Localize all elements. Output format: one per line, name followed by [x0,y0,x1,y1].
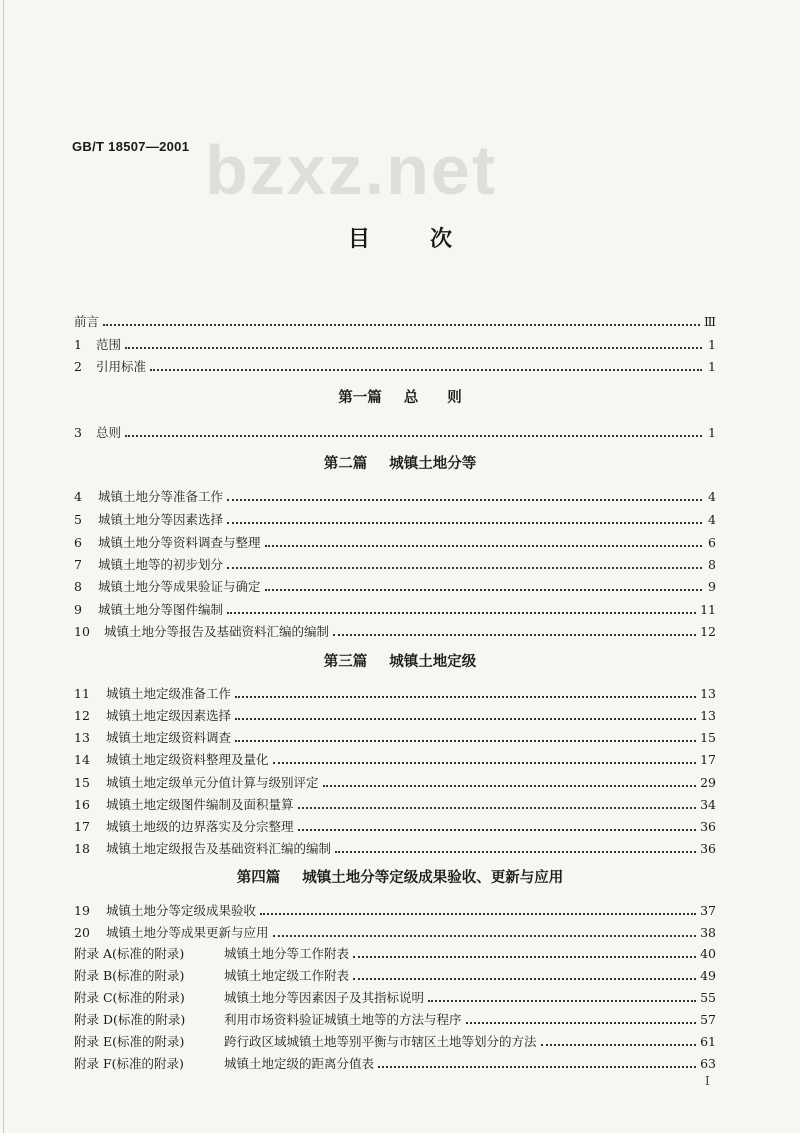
toc-title-char-1: 目 [347,226,370,252]
toc-entry-number: 12 [74,708,90,723]
toc-entry-number: 附录 F(标准的附录) [74,1056,184,1071]
toc-entry-page: 55 [700,990,716,1005]
toc-entry-page: 4 [708,512,716,527]
toc-entry[interactable] [74,510,716,530]
toc-entry[interactable] [74,684,716,704]
toc-entry-number: 附录 D(标准的附录) [74,1012,186,1027]
toc-entry-page: 11 [700,602,716,617]
section-label: 第二篇 [323,455,368,472]
dot-leader [103,324,700,326]
section-title: 城镇土地分等 [389,455,477,472]
toc-entry-text: 城镇土地分等定级成果验收 [106,903,257,918]
scan-edge-line [3,0,4,1133]
toc-entry-number: 16 [74,797,90,812]
toc-entry[interactable] [74,773,716,793]
toc-entry-text: 城镇土地分等因素选择 [98,512,224,527]
section-title: 总 则 [403,389,462,406]
section-label: 第三篇 [323,653,368,670]
toc-entry-number: 2 [74,359,82,374]
toc-entry-text: 城镇土地定级的距离分值表 [224,1056,375,1071]
toc-entry-number: 9 [74,602,82,617]
toc-entry-page: 63 [700,1056,716,1071]
toc-entry-text: 范围 [96,337,122,352]
toc-entry[interactable] [74,728,716,748]
toc-entry-number: 附录 A(标准的附录) [74,946,185,961]
dot-leader [298,829,697,831]
toc-entry-page: 57 [700,1012,716,1027]
toc-entry-number: 4 [74,489,82,504]
toc-entry-text: 城镇土地定级资料调查 [106,730,232,745]
toc-entry-number: 14 [74,752,90,767]
toc-entry-text: 城镇土地定级准备工作 [106,686,232,701]
toc-entry-page: 1 [708,337,716,352]
toc-entry-page: 37 [700,903,716,918]
toc-entry-page: 34 [700,797,716,812]
toc-entry-text: 城镇土地分等工作附表 [224,946,350,961]
toc-entry-number: 附录 C(标准的附录) [74,990,185,1005]
toc-entry-text: 城镇土地定级工作附表 [224,968,350,983]
toc-title [0,222,800,253]
toc-entry[interactable] [74,600,716,620]
toc-entry[interactable] [74,750,716,770]
dot-leader [235,740,696,742]
toc-entry-number: 10 [74,624,90,639]
toc-entry[interactable] [74,923,716,943]
toc-entry-page: 9 [708,579,716,594]
toc-entry-page: 13 [700,708,716,723]
toc-entry[interactable] [74,577,716,597]
toc-entry-number: 附录 B(标准的附录) [74,968,185,983]
dot-leader [125,435,702,437]
toc-entry[interactable] [74,901,716,921]
dot-leader [541,1044,697,1046]
toc-entry-text: 城镇土地分等报告及基础资料汇编的编制 [104,624,330,639]
toc-entry-number: 18 [74,841,90,856]
toc-entry[interactable] [74,335,716,355]
toc-entry-page: 13 [700,686,716,701]
dot-leader [260,913,696,915]
toc-entry[interactable] [74,487,716,507]
toc-entry-number: 19 [74,903,90,918]
dot-leader [353,978,696,980]
section-heading-2 [0,452,800,476]
dot-leader [466,1022,697,1024]
toc-entry-page: 36 [700,819,716,834]
toc-entry-text: 总则 [96,425,122,440]
dot-leader [323,785,697,787]
toc-entry-text: 城镇土地分等因素因子及其指标说明 [224,990,425,1005]
toc-entry-text: 跨行政区域城镇土地等别平衡与市辖区土地等划分的方法 [224,1034,537,1049]
section-title: 城镇土地定级 [389,653,477,670]
toc-entry-text: 城镇土地分等图件编制 [98,602,224,617]
dot-leader [298,807,697,809]
toc-entry-page: 1 [708,425,716,440]
toc-entry-text: 利用市场资料验证城镇土地等的方法与程序 [224,1012,462,1027]
watermark: bzxz.net [205,131,498,209]
toc-entry-page: 40 [700,946,716,961]
toc-entry[interactable] [74,839,716,859]
toc-entry-page: 17 [700,752,716,767]
toc-entry-text: 城镇土地分等资料调查与整理 [98,535,261,550]
toc-entry-text: 城镇土地级的边界落实及分宗整理 [106,819,294,834]
toc-entry-page: 12 [700,624,716,639]
toc-entry-text: 城镇土地分等准备工作 [98,489,224,504]
toc-entry-number: 1 [74,337,82,352]
toc-annex-entry[interactable] [74,988,716,1008]
toc-entry-page: 29 [700,775,716,790]
toc-entry-text: 城镇土地分等成果验证与确定 [98,579,261,594]
standard-code: GB/T 18507—2001 [72,139,190,154]
toc-entry-page: 61 [700,1034,716,1049]
toc-entry-page: 6 [708,535,716,550]
dot-leader [265,589,702,591]
toc-entry-number: 13 [74,730,90,745]
toc-entry-text: 城镇土地定级图件编制及面积量算 [106,797,294,812]
dot-leader [273,762,697,764]
dot-leader [265,545,702,547]
toc-entry[interactable] [74,817,716,837]
toc-entry[interactable] [74,706,716,726]
toc-entry-text: 前言 [74,314,100,329]
dot-leader [150,369,702,371]
toc-annex-entry[interactable] [74,1032,716,1052]
toc-annex-entry[interactable] [74,966,716,986]
page-number: I [705,1074,710,1088]
toc-entry-number: 17 [74,819,90,834]
toc-entry-page: 36 [700,841,716,856]
dot-leader [378,1066,696,1068]
toc-entry[interactable] [74,533,716,553]
toc-entry-number: 3 [74,425,82,440]
toc-annex-entry[interactable] [74,1054,716,1074]
toc-entry-text: 城镇土地定级单元分值计算与级别评定 [106,775,319,790]
section-label: 第一篇 [338,389,382,406]
toc-entry-number: 6 [74,535,82,550]
section-heading-3 [0,650,800,674]
dot-leader [227,612,696,614]
toc-annex-entry[interactable] [74,944,716,964]
dot-leader [353,956,696,958]
dot-leader [428,1000,696,1002]
dot-leader [235,718,696,720]
toc-entry[interactable] [74,555,716,575]
section-label: 第四篇 [236,869,281,886]
toc-entry-number: 11 [74,686,90,701]
toc-entry-number: 7 [74,557,82,572]
toc-entry-number: 5 [74,512,82,527]
toc-annex-entry[interactable] [74,1010,716,1030]
toc-entry-number: 20 [74,925,90,940]
section-heading-1 [0,386,800,410]
section-title: 城镇土地分等定级成果验收、更新与应用 [302,869,564,886]
toc-entry-number: 15 [74,775,90,790]
toc-entry-text: 引用标准 [96,359,147,374]
toc-entry-text: 城镇土地定级因素选择 [106,708,232,723]
dot-leader [227,567,702,569]
dot-leader [333,634,696,636]
toc-entry[interactable] [74,795,716,815]
dot-leader [335,851,696,853]
toc-entry-page: 8 [708,557,716,572]
toc-entry-page: 1 [708,359,716,374]
toc-entry-page: 15 [700,730,716,745]
toc-entry-page: Ⅲ [703,314,716,329]
dot-leader [273,935,697,937]
toc-entry-text: 城镇土地等的初步划分 [98,557,224,572]
toc-entry-text: 城镇土地定级资料整理及量化 [106,752,269,767]
toc-title-char-2: 次 [430,226,453,252]
toc-entry[interactable] [74,357,716,377]
dot-leader [227,499,702,501]
section-heading-4 [0,866,800,890]
dot-leader [227,522,702,524]
toc-entry-number: 8 [74,579,82,594]
toc-entry-page: 49 [700,968,716,983]
dot-leader [235,696,696,698]
toc-entry-page: 38 [700,925,716,940]
toc-entry[interactable] [74,622,716,642]
toc-entry-number: 附录 E(标准的附录) [74,1034,185,1049]
toc-entry-page: 4 [708,489,716,504]
toc-entry-text: 城镇土地分等成果更新与应用 [106,925,269,940]
toc-entry[interactable] [74,312,716,332]
dot-leader [125,347,702,349]
toc-entry-text: 城镇土地定级报告及基础资料汇编的编制 [106,841,332,856]
toc-entry[interactable] [74,423,716,443]
